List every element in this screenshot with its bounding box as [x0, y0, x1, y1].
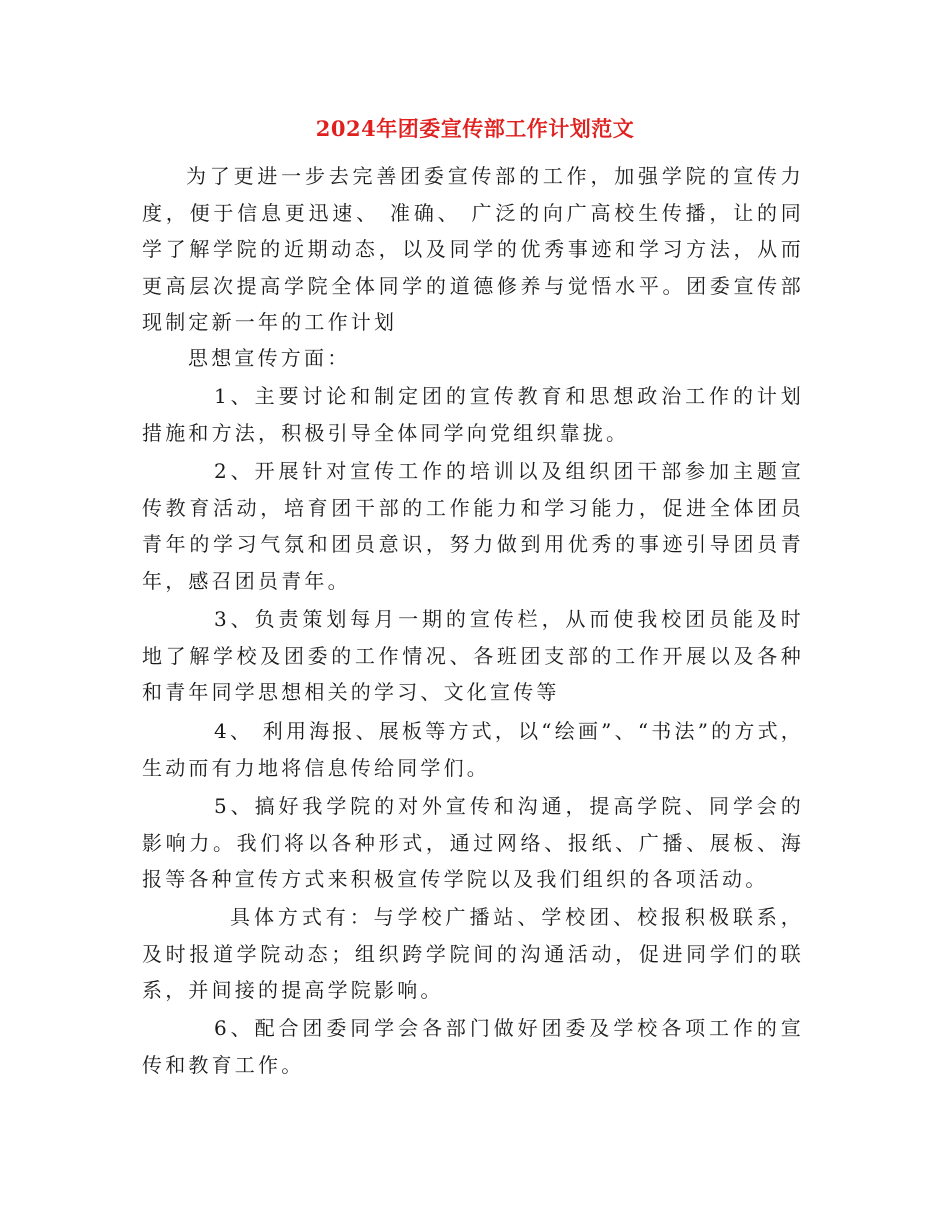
list-item: 1、主要讨论和制定团的宣传教育和思想政治工作的计划 措施和方法，积极引导全体同学向党组织靠拢。 [142, 384, 804, 445]
document-title: 2024年团委宣传部工作计划范文 [315, 116, 635, 141]
list-item: 5、搞好我学院的对外宣传和沟通，提高学院、同学会的影响力。我们将以各种形式，通过网络、报纸、广播、展板、海报等各种宣传方式来积极宣传学院以及我们组织的各项活动。 [142, 794, 804, 891]
section-heading: 思想宣传方面： [188, 346, 351, 370]
list-item: 2、开展针对宣传工作的培训以及组织团干部参加主题宣传教育活动，培育团干部的工作能力和学习能力，促进全体团员青年的学习气氛和团员意识，努力做到用优秀的事迹引导团员青年，感召团员青年。 [142, 459, 804, 593]
list-item: 4、 利用海报、展板等方式，以“绘画”、“书法”的方式，生动而有力地将信息传给同学们。 [142, 719, 804, 780]
list-item: 6、配合团委同学会各部门做好团委及学校各项工作的宣传和教育工作。 [142, 1016, 804, 1077]
list-item: 3、负责策划每月一期的宣传栏，从而使我校团员能及时地了解学校及团委的工作情况、各班团支部的工作开展以及各种和青年同学思想相关的学习、文化宣传等 [142, 607, 804, 704]
list-item: 具体方式有：与学校广播站、学校团、校报积极联系，及时报道学院动态；组织跨学院间的沟通活动，促进同学们的联系，并间接的提高学院影响。 [142, 905, 804, 1002]
intro-paragraph: 为了更进一步去完善团委宣传部的工作，加强学院的宣传力度，便于信息更迅速、 准确、 广泛的向广高校生传播，让的同学了解学院的近期动态，以及同学的优秀事迹和学习方法，从而更高层次提高学院全体同学的道德修养与觉悟水平。团委宣传部现制定新一年的工作计划 [142, 164, 804, 334]
